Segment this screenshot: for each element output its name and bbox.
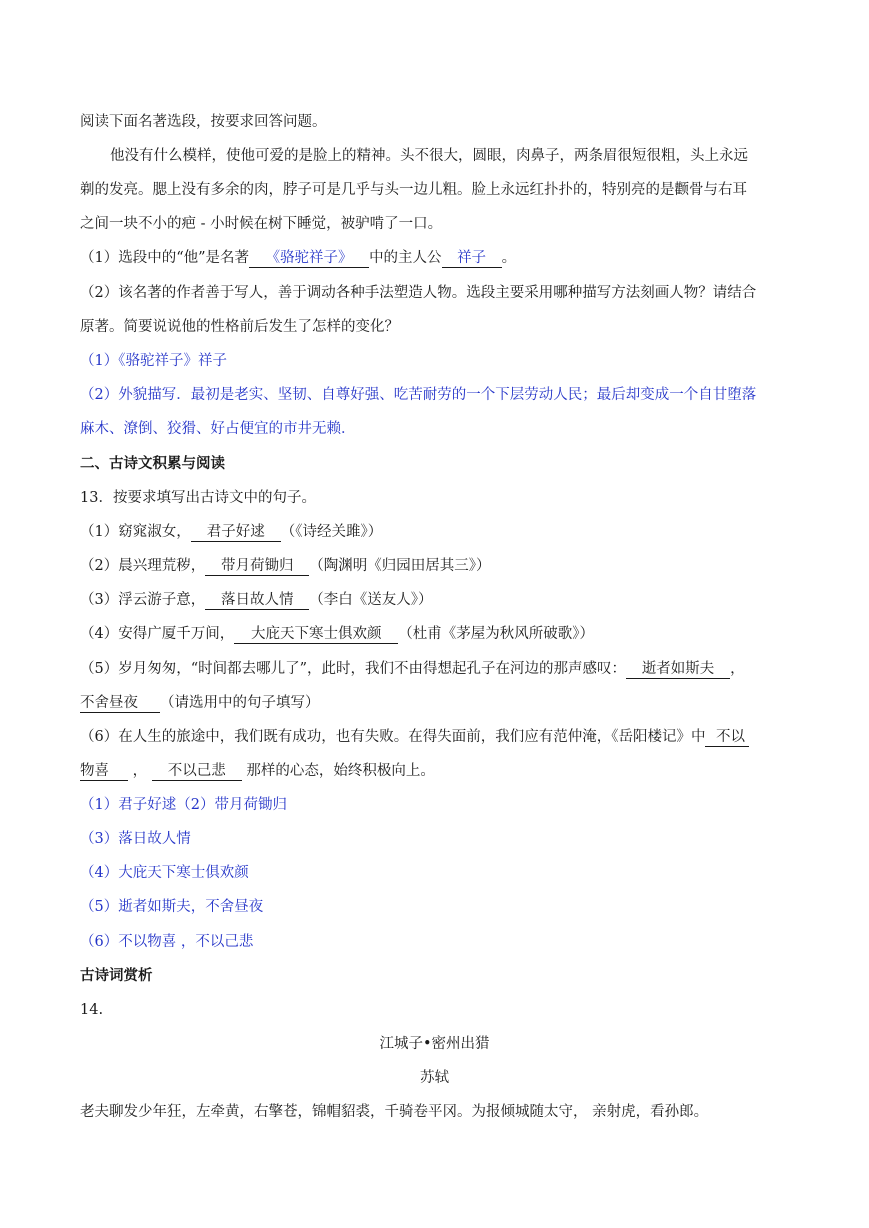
fill-blank: 逝者如斯夫 [626, 660, 730, 679]
fill-blank: 大庇天下寒士俱欢颜 [234, 625, 398, 644]
poem-author: 苏轼 [420, 1070, 449, 1086]
passage-line: 他没有什么模样，使他可爱的是脸上的精神。头不很大，圆眼，肉鼻子，两条眉很短很粗，头上永远 [110, 148, 748, 164]
answer-line: （6）不以物喜 ，不以己悲 [80, 934, 254, 950]
question-13: 13．按要求填写出古诗文中的句子。 [80, 490, 316, 506]
item-text: （5）岁月匆匆，“时间都去哪儿了”，此时，我们不由得想起孔子在河边的那声感叹： [80, 661, 627, 677]
fill-item-4 [80, 624, 795, 644]
answer-blank: 祥子 [442, 249, 502, 268]
item-source: （陶渊明《归园田居其三》） [309, 558, 491, 574]
item-text: （4）安得广厦千万间， [80, 626, 235, 642]
fill-blank: 落日故人情 [205, 591, 309, 610]
fill-item-6-cont [80, 761, 795, 781]
fill-blank: 不以己悲 [152, 762, 242, 781]
item-note: （请选用中的句子填写） [160, 695, 320, 711]
reading-instruction: 阅读下面名著选段，按要求回答问题。 [80, 114, 327, 130]
fill-item-3 [80, 590, 795, 610]
fill-item-6 [80, 727, 795, 747]
item-text: ， [132, 763, 148, 779]
answer-line: （1）《骆驼祥子》祥子 [80, 353, 227, 369]
item-text: 那样的心态，始终积极向上。 [246, 763, 435, 779]
fill-blank: 不以 [705, 728, 749, 747]
section-heading: 二、古诗文积累与阅读 [80, 455, 225, 472]
question-1 [80, 248, 795, 268]
item-text: （2）晨兴理荒秽， [80, 558, 206, 574]
item-text: ， [730, 661, 745, 677]
question-text: 中的主人公 [369, 250, 442, 266]
fill-blank: 带月荷锄归 [205, 557, 309, 576]
question-text: 。 [501, 250, 517, 266]
question-text: （1）选段中的“他”是名著 [80, 250, 250, 266]
question-2-cont: 原著。简要说说他的性格前后发生了怎样的变化？ [80, 319, 399, 335]
item-text: （1）窈窕淑女， [80, 524, 191, 540]
item-source: （杜甫《茅屋为秋风所破歌》） [398, 626, 594, 642]
passage-line: 之间一块不小的疤 - 小时候在树下睡觉，被驴啃了一口。 [80, 216, 443, 232]
answer-line: （3）落日故人情 [80, 831, 191, 847]
fill-item-1 [80, 522, 795, 542]
item-source: （《诗经关雎》） [280, 524, 383, 540]
poem-line: 老夫聊发少年狂，左牵黄，右擎苍，锦帽貂裘，千骑卷平冈。为报倾城随太守， 亲射虎，看孙郎。 [80, 1104, 709, 1120]
item-text: （6）在人生的旅途中，我们既有成功，也有失败。在得失面前，我们应有范仲淹，《岳阳楼记》中 [80, 729, 706, 745]
answer-line: （2）外貌描写．最初是老实、坚韧、自尊好强、吃苦耐劳的一个下层劳动人民；最后却变成一个自甘堕落 [80, 387, 757, 403]
fill-item-5-cont [80, 693, 795, 713]
fill-item-5 [80, 659, 795, 679]
answer-line: （1）君子好逑（2）带月荷锄归 [80, 797, 287, 813]
section-heading: 古诗词赏析 [80, 967, 153, 984]
answer-blank: 《骆驼祥子》 [249, 249, 369, 268]
fill-blank: 物喜 [80, 762, 128, 781]
question-14: 14. [80, 1002, 104, 1018]
item-text: （3）浮云游子意， [80, 592, 206, 608]
passage-line: 剃的发亮。腮上没有多余的肉，脖子可是几乎与头一边儿粗。脸上永远红扑扑的，特别亮的是颧骨与右耳 [80, 182, 747, 198]
fill-blank: 不舍昼夜 [80, 694, 160, 713]
answer-line: 麻木、潦倒、狡猾、好占便宜的市井无赖． [80, 421, 356, 437]
question-2: （2）该名著的作者善于写人，善于调动各种手法塑造人物。选段主要采用哪种描写方法刻画人物？请结合 [80, 285, 757, 301]
answer-line: （5）逝者如斯夫，不舍昼夜 [80, 899, 264, 915]
fill-item-2 [80, 556, 795, 576]
fill-blank: 君子好逑 [191, 523, 281, 542]
answer-line: （4）大庇天下寒士俱欢颜 [80, 865, 249, 881]
poem-title: 江城子•密州出猎 [379, 1036, 490, 1052]
item-source: （李白《送友人》） [309, 592, 433, 608]
